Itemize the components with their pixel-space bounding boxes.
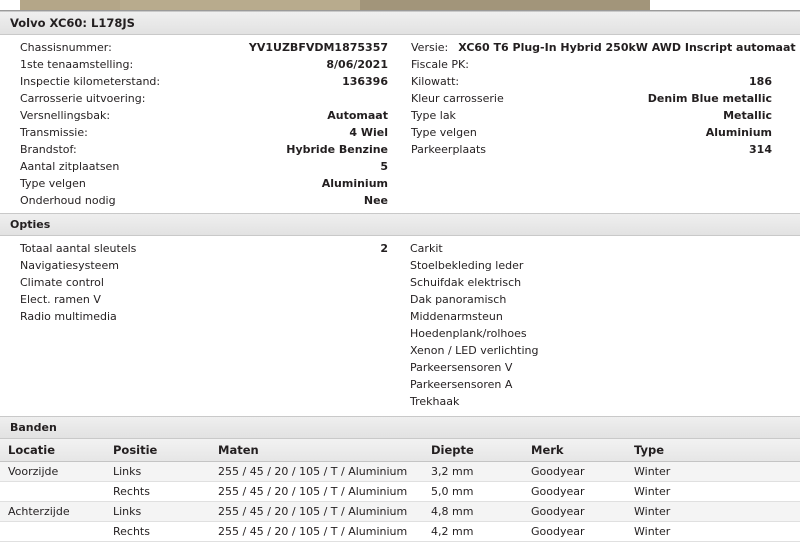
spec-value: Automaat (327, 109, 388, 122)
table-row (0, 482, 800, 502)
spec-value: XC60 T6 Plug-In Hybrid 250kW AWD Inscript automaat (458, 41, 796, 54)
option-item (410, 291, 788, 308)
option-label: Parkeersensoren V (410, 361, 513, 374)
option-label: Radio multimedia (20, 310, 117, 323)
spec-row (20, 90, 388, 107)
cell-maten: 255 / 45 / 20 / 105 / T / Aluminium (210, 522, 423, 542)
cell-diepte: 4,8 mm (423, 502, 523, 522)
cell-locatie: Voorzijde (0, 462, 105, 482)
option-label: Trekhaak (410, 395, 460, 408)
option-label: Stoelbekleding leder (410, 259, 524, 272)
spec-row (20, 192, 388, 209)
spec-row (411, 90, 772, 107)
spec-row (20, 124, 388, 141)
strip-segment-1 (0, 0, 20, 10)
cell-merk: Goodyear (523, 462, 626, 482)
cell-merk: Goodyear (523, 522, 626, 542)
option-item (410, 325, 788, 342)
option-item (410, 342, 788, 359)
cell-maten: 255 / 45 / 20 / 105 / T / Aluminium (210, 502, 423, 522)
options-right-column (400, 240, 800, 410)
spec-label: Brandstof: (20, 143, 77, 156)
spec-row (411, 141, 772, 158)
spec-label: Kilowatt: (411, 75, 460, 88)
spec-row (20, 73, 388, 90)
cell-merk: Goodyear (523, 482, 626, 502)
cell-type: Winter (626, 502, 800, 522)
report-content (0, 10, 800, 560)
cell-merk: Goodyear (523, 502, 626, 522)
column-header-diepte: Diepte (423, 439, 523, 462)
spec-row (411, 124, 772, 141)
tyres-table-header-row (0, 439, 800, 462)
spec-value: Denim Blue metallic (647, 92, 772, 105)
option-label: Hoedenplank/rolhoes (410, 327, 527, 340)
option-label: Parkeersensoren A (410, 378, 513, 391)
option-item (20, 257, 388, 274)
options-section-header: Opties (0, 213, 800, 236)
strip-segment-2 (20, 0, 120, 10)
specifications-section (0, 35, 800, 213)
strip-segment-5 (650, 0, 800, 10)
spec-label: 1ste tenaamstelling: (20, 58, 134, 71)
cell-type: Winter (626, 522, 800, 542)
cell-positie: Rechts (105, 522, 210, 542)
option-item (410, 240, 788, 257)
spec-label: Type lak (411, 109, 456, 122)
spec-value: 4 Wiel (349, 126, 388, 139)
spec-row (20, 39, 388, 56)
option-label: Climate control (20, 276, 104, 289)
option-label: Carkit (410, 242, 443, 255)
option-item (410, 376, 788, 393)
spec-label: Type velgen (411, 126, 477, 139)
cell-type: Winter (626, 482, 800, 502)
spec-label: Inspectie kilometerstand: (20, 75, 161, 88)
spec-row (411, 39, 796, 56)
options-section (0, 236, 800, 416)
spec-label: Chassisnummer: (20, 41, 112, 54)
spec-value: 5 (380, 160, 388, 173)
option-value: 2 (380, 242, 388, 255)
column-header-maten: Maten (210, 439, 423, 462)
spec-row (20, 56, 388, 73)
column-header-positie: Positie (105, 439, 210, 462)
spec-label: Versnellingsbak: (20, 109, 111, 122)
spec-label: Fiscale PK: (411, 58, 469, 71)
column-header-locatie: Locatie (0, 439, 105, 462)
table-row (0, 462, 800, 482)
spec-label: Aantal zitplaatsen (20, 160, 120, 173)
table-row (0, 502, 800, 522)
option-item (20, 274, 388, 291)
spec-row (20, 107, 388, 124)
cell-diepte: 5,0 mm (423, 482, 523, 502)
option-label: Middenarmsteun (410, 310, 503, 323)
spec-row (20, 158, 388, 175)
spec-value: 186 (749, 75, 772, 88)
column-header-merk: Merk (523, 439, 626, 462)
specifications-right-column (400, 39, 800, 209)
option-label: Xenon / LED verlichting (410, 344, 539, 357)
spec-label: Versie: (411, 41, 449, 54)
cell-maten: 255 / 45 / 20 / 105 / T / Aluminium (210, 462, 423, 482)
option-label: Elect. ramen V (20, 293, 101, 306)
cell-positie: Rechts (105, 482, 210, 502)
tyres-section-header: Banden (0, 416, 800, 439)
strip-segment-3 (120, 0, 360, 10)
spec-label: Kleur carrosserie (411, 92, 504, 105)
spec-value: 8/06/2021 (326, 58, 388, 71)
top-image-strip (0, 0, 800, 10)
page-title: Volvo XC60: L178JS (0, 11, 800, 35)
option-item (410, 257, 788, 274)
spec-label: Carrosserie uitvoering: (20, 92, 146, 105)
spec-value: 136396 (342, 75, 388, 88)
spec-row (411, 73, 772, 90)
option-label: Schuifdak elektrisch (410, 276, 522, 289)
column-header-type: Type (626, 439, 800, 462)
spec-value: Nee (363, 194, 388, 207)
spec-label: Transmissie: (20, 126, 88, 139)
spec-label: Onderhoud nodig (20, 194, 116, 207)
spec-row (411, 56, 772, 73)
spec-label: Parkeerplaats (411, 143, 487, 156)
option-item (410, 359, 788, 376)
option-item (20, 308, 388, 325)
spec-value: Aluminium (321, 177, 388, 190)
cell-diepte: 4,2 mm (423, 522, 523, 542)
option-label: Navigatiesysteem (20, 259, 119, 272)
cell-positie: Links (105, 502, 210, 522)
cell-diepte: 3,2 mm (423, 462, 523, 482)
bottom-spacer (0, 542, 800, 560)
options-left-column (0, 240, 400, 410)
table-row (0, 522, 800, 542)
option-item (20, 240, 388, 257)
spec-value: YV1UZBFVDM1875357 (248, 41, 388, 54)
cell-locatie: Achterzijde (0, 502, 105, 522)
cell-maten: 255 / 45 / 20 / 105 / T / Aluminium (210, 482, 423, 502)
cell-positie: Links (105, 462, 210, 482)
option-item (20, 291, 388, 308)
cell-locatie (0, 482, 105, 502)
option-label: Totaal aantal sleutels (20, 242, 137, 255)
spec-value: Metallic (723, 109, 772, 122)
specifications-left-column (0, 39, 400, 209)
tyres-table (0, 439, 800, 542)
spec-value: 314 (749, 143, 772, 156)
spec-row (20, 175, 388, 192)
option-item (410, 274, 788, 291)
spec-row (411, 107, 772, 124)
option-item (410, 393, 788, 410)
spec-value: Hybride Benzine (286, 143, 388, 156)
spec-label: Type velgen (20, 177, 86, 190)
strip-segment-4 (360, 0, 650, 10)
option-item (410, 308, 788, 325)
spec-value: Aluminium (705, 126, 772, 139)
option-label: Dak panoramisch (410, 293, 507, 306)
cell-type: Winter (626, 462, 800, 482)
spec-row (20, 141, 388, 158)
cell-locatie (0, 522, 105, 542)
